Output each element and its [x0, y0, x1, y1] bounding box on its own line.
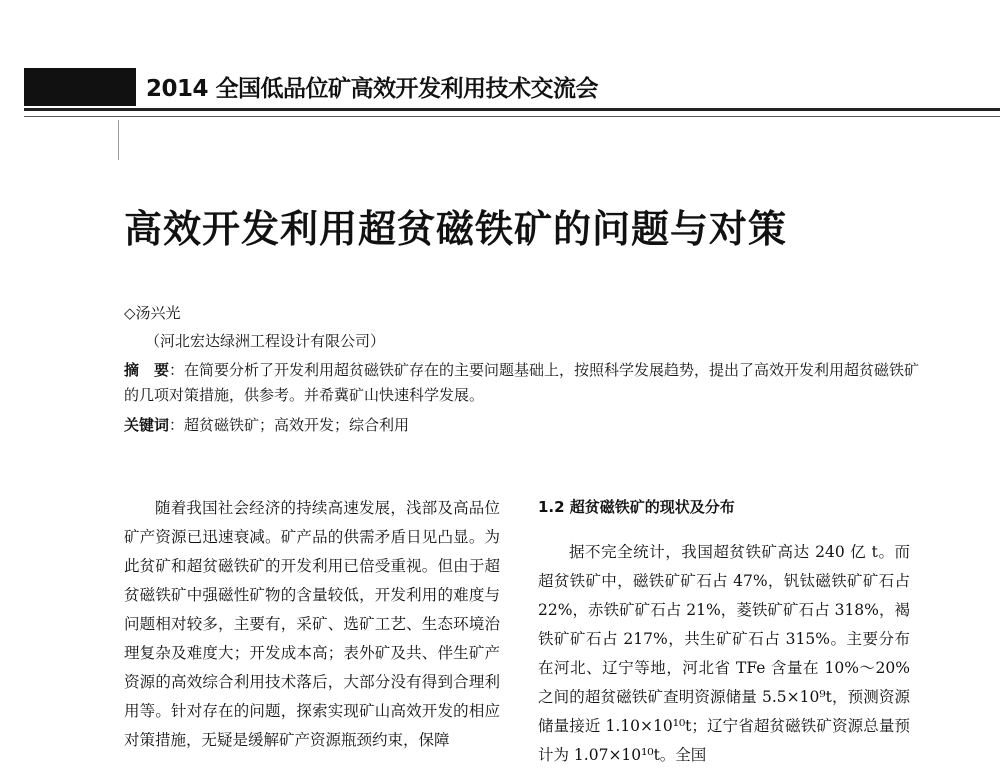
affiliation: （河北宏达绿洲工程设计有限公司） — [145, 332, 386, 350]
margin-mark — [118, 120, 119, 160]
header-rule-thin — [24, 116, 1000, 117]
keywords — [124, 414, 409, 435]
abstract-label: 摘 要 — [124, 361, 170, 379]
abstract-text: ：在简要分析了开发利用超贫磁铁矿存在的主要问题基础上，按照科学发展趋势，提出了高效开发利用超贫磁铁矿的几项对策措施，供参考。并希冀矿山快速科学发展。 — [124, 361, 920, 404]
body-column-left — [124, 494, 500, 755]
intro-paragraph: 随着我国社会经济的持续高速发展，浅部及高品位矿产资源已迅速衰减。矿产品的供需矛盾日见凸显。为此贫矿和超贫磁铁矿的开发利用已倍受重视。但由于超贫磁铁矿中强磁性矿物的含量较低，开发利用的难度与问题相对较多，主要有，采矿、选矿工艺、生态环境治理复杂及难度大；开发成本高；表外矿及共、伴生矿产资源的高效综合利用技术落后，大部分没有得到合理利用等。针对存在的问题，探索实现矿山高效开发的相应对策措施，无疑是缓解矿产资源瓶颈约束，保障 — [124, 499, 500, 749]
section-heading: 1.2 超贫磁铁矿的现状及分布 — [538, 498, 735, 516]
header-rule-thick — [24, 108, 1000, 111]
abstract — [124, 358, 924, 408]
author: ◇汤兴光 — [124, 304, 181, 322]
section-paragraph: 据不完全统计，我国超贫铁矿高达 240 亿 t。而超贫铁矿中，磁铁矿矿石占 47%，钒钛磁铁矿矿石占 22%，赤铁矿矿石占 21%，菱铁矿矿石占 318%，褐铁矿矿石占 217%，共生矿矿石占 315%。主要分布在河北、辽宁等地，河北省 TFe 含量在 10%～20% 之间的超贫磁铁矿查明资源储量 5.5×10⁹t，预测资源储量接近 1.10×10¹⁰t；辽宁省超贫磁铁矿资源总量预计为 1.07×10¹⁰t。全国 — [538, 543, 910, 764]
conference-title: 2014 全国低品位矿高效开发利用技术交流会 — [146, 76, 599, 102]
keywords-label: 关键词 — [124, 416, 170, 434]
keywords-text: ：超贫磁铁矿；高效开发；综合利用 — [169, 416, 410, 434]
article-title: 高效开发利用超贫磁铁矿的问题与对策 — [124, 207, 788, 251]
body-column-right — [538, 538, 910, 770]
header-black-block — [24, 68, 136, 106]
